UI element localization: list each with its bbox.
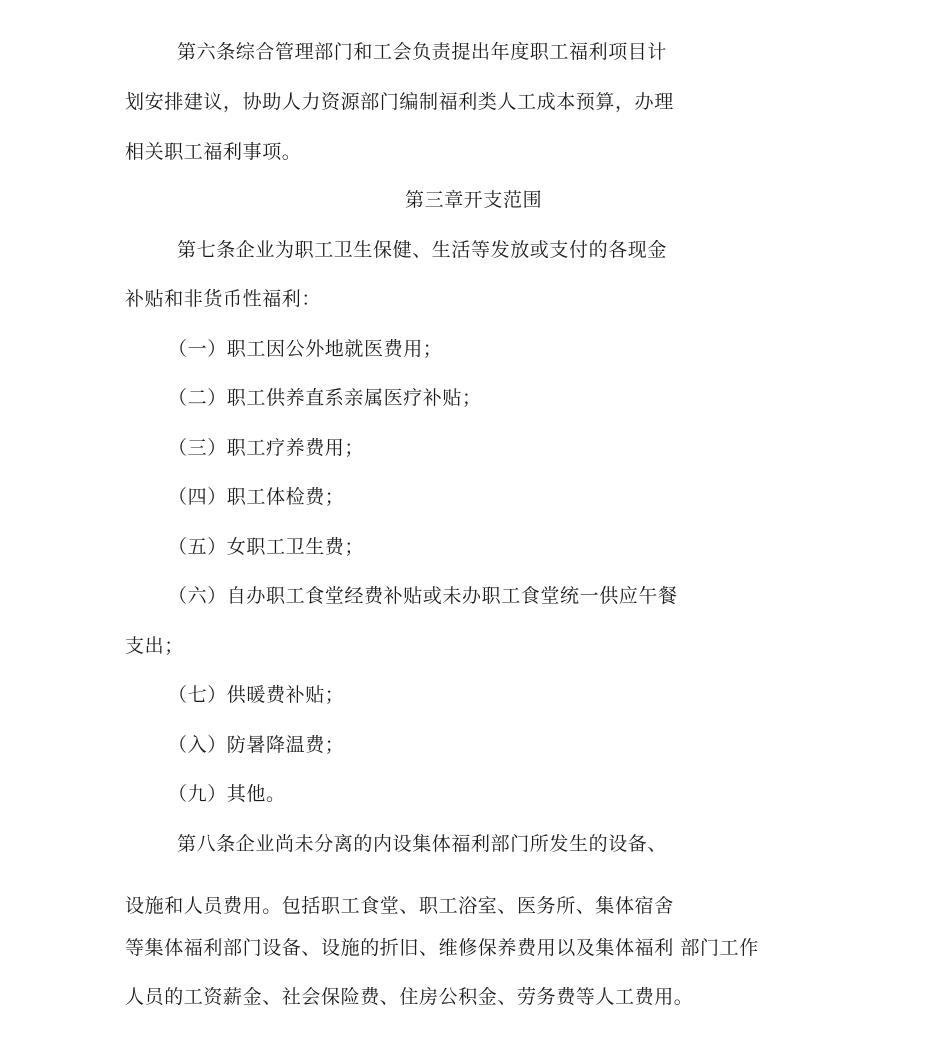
article8-line3: 等集体福利部门设备、设施的折旧、维修保养费用以及集体福利 部门工作 — [125, 937, 759, 959]
list-item: （六）自办职工食堂经费补贴或未办职工食堂统一供应午餐 — [168, 585, 678, 607]
list-item: （一）职工因公外地就医费用； — [168, 338, 443, 360]
chapter-title: 第三章开支范围 — [405, 189, 543, 211]
article8-line2: 设施和人员费用。包括职工食堂、职工浴室、医务所、集体宿舍 — [125, 895, 674, 917]
article6-line3: 相关职工福利事项。 — [125, 141, 302, 163]
list-item: （四）职工体检费； — [168, 486, 345, 508]
article8-line4: 人员的工资薪金、社会保险费、住房公积金、劳务费等人工费用。 — [125, 986, 694, 1008]
article8-line1: 第八条企业尚未分离的内设集体福利部门所发生的设备、 — [177, 833, 668, 855]
list-item: （二）职工供养直系亲属医疗补贴； — [168, 387, 482, 409]
list-item: （九）其他。 — [168, 783, 286, 805]
list-item: （五）女职工卫生费； — [168, 536, 365, 558]
article7-line2: 补贴和非货币性福利： — [125, 288, 322, 310]
article7-line1: 第七条企业为职工卫生保健、生活等发放或支付的各现金 — [177, 239, 668, 261]
article6-line1: 第六条综合管理部门和工会负责提出年度职工福利项目计 — [177, 41, 668, 63]
list-item: （三）职工疗养费用； — [168, 437, 365, 459]
list-item: （入）防暑降温费； — [168, 734, 345, 756]
list-item: （七）供暖费补贴； — [168, 684, 345, 706]
list-item-continuation: 支出； — [125, 635, 184, 657]
article6-line2: 划安排建议，协助人力资源部门编制福利类人工成本预算，办理 — [125, 91, 674, 113]
